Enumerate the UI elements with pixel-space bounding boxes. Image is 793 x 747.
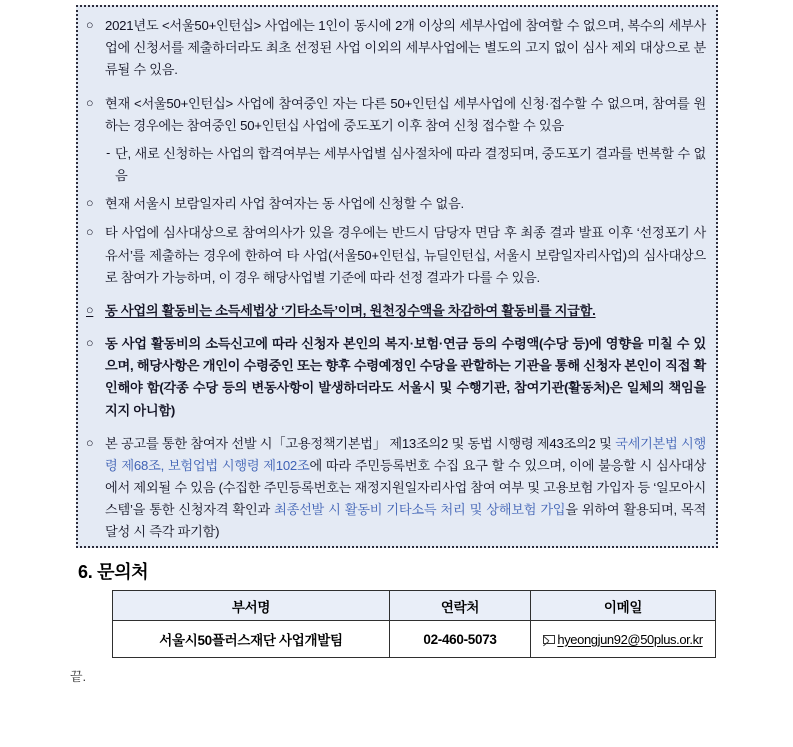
notice-item-text: 현재 <서울50+인턴십> 사업에 참여중인 자는 다른 50+인턴십 세부사업에 신청·접수할 수 없으며, 참여를 원하는 경우에는 참여중인 50+인턴십 사업에 중도포기 이후 참여 신청 접수할 수 있음 xyxy=(105,95,706,133)
footer-end-note: 끝. xyxy=(70,669,87,684)
cell-email xyxy=(531,621,716,658)
envelope-icon xyxy=(543,635,555,644)
notice-item xyxy=(86,222,706,289)
legal-reference-highlight: 국세기본법 시행령 제68조, 보험업법 시행령 제102조 xyxy=(105,435,706,473)
cell-department: 서울시50플러스재단 사업개발팀 xyxy=(113,621,390,658)
bullet-dash-icon: - xyxy=(106,145,110,160)
bullet-circle-icon: ○ xyxy=(86,95,94,110)
notice-item-text: 동 사업의 활동비는 소득세법상 ‘기타소득’이며, 원천징수액을 차감하여 활동비를 지급함. xyxy=(105,302,596,318)
notice-item-text: 타 사업에 심사대상으로 참여의사가 있을 경우에는 반드시 담당자 면담 후 최종 결과 발표 이후 ‘선정포기 사유서’를 제출하는 경우에 한하여 타 사업(서울50+인턴십, 뉴딜인턴십, 서울시 보람일자리사업)의 심사대상으로 참여가 가능하며, 이 경우 해당사업별 기준에 따라 선정 결과가 다를 수 있음. xyxy=(105,225,706,285)
bullet-circle-icon: ○ xyxy=(86,18,94,32)
legal-text-segment: 본 공고를 통한 참여자 선발 시「고용정책기본법」 제13조의2 및 동법 시행령 제43조의2 및 xyxy=(105,435,616,451)
notice-item-highlighted xyxy=(86,300,706,322)
notice-subitem xyxy=(86,143,706,187)
contact-table xyxy=(112,590,716,658)
bullet-circle-icon: ○ xyxy=(86,196,94,211)
notice-item-text: 동 사업 활동비의 소득신고에 따라 신청자 본인의 복지·보험·연금 등의 수령액(수당 등)에 영향을 미칠 수 있으며, 해당사항은 개인이 수령중인 또는 향후 수령예정인 수당을 관할하는 기관을 통해 신청자 본인이 직접 확인해야 함(각종 수당 등의 변동사항이 발생하더라도 서울시 및 수행기관, 참여기관(활동처)은 일체의 책임을 지지 아니함) xyxy=(105,336,706,418)
email-address[interactable]: hyeongjun92@50plus.or.kr xyxy=(557,631,703,647)
notice-item-legal xyxy=(86,433,706,544)
notice-box xyxy=(76,5,718,548)
table-header-row xyxy=(113,591,716,621)
legal-reference-highlight: 최종선발 시 활동비 기타소득 처리 및 상해보험 가입 xyxy=(274,502,566,518)
notice-subitem-text: 단, 새로 신청하는 사업의 합격여부는 세부사업별 심사절차에 따라 결정되며, 중도포기 결과를 번복할 수 없음 xyxy=(115,145,706,184)
notice-item-text: 2021년도 <서울50+인턴십> 사업에는 1인이 동시에 2개 이상의 세부사업에 참여할 수 없으며, 복수의 세부사업에 신청서를 제출하더라도 최초 선정된 사업 이외의 세부사업에는 별도의 고지 없이 심사 제외 대상으로 분류될 수 있음. xyxy=(105,18,706,78)
notice-item xyxy=(86,193,706,215)
notice-item xyxy=(86,15,706,82)
bullet-circle-icon: ○ xyxy=(86,225,94,240)
bullet-circle-icon: ○ xyxy=(86,302,94,317)
legal-text-segment: 을 위하여 활용되며, 목적달성 시 즉각 파기함) xyxy=(105,502,706,540)
legal-text-segment: 에 따라 주민등록번호 수집 요구 할 수 있으며, 이에 불응할 시 심사대상에서 제외될 수 있음 (수집한 주민등록번호는 재정지원일자리사업 참여 여부 및 고용보험 가입자 등 ‘일모아시스템’을 통한 신청자격 확인과 xyxy=(105,457,706,518)
cell-phone: 02-460-5073 xyxy=(390,621,531,658)
section-heading: 6. 문의처 xyxy=(78,562,149,582)
notice-item-text: 현재 서울시 보람일자리 사업 참여자는 동 사업에 신청할 수 없음. xyxy=(105,196,464,212)
table-row xyxy=(113,621,716,658)
bullet-circle-icon: ○ xyxy=(86,336,94,351)
notice-item-bold xyxy=(86,333,706,422)
email-wrapper xyxy=(543,632,702,647)
table-header-email: 이메일 xyxy=(531,591,716,621)
notice-item-text xyxy=(105,433,706,544)
table-header-phone: 연락처 xyxy=(390,591,531,621)
bullet-circle-icon: ○ xyxy=(86,435,94,450)
table-header-department: 부서명 xyxy=(113,591,390,621)
notice-item xyxy=(86,93,706,137)
